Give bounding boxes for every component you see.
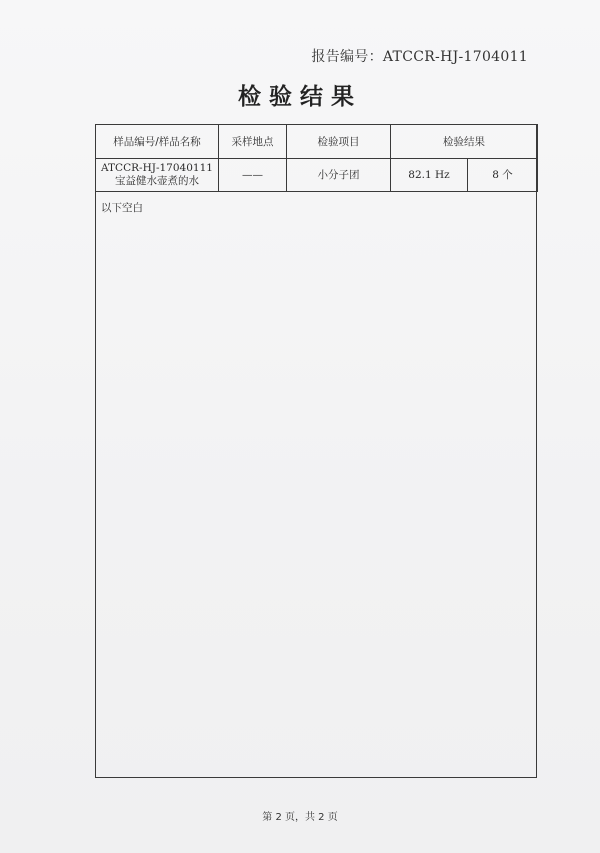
cell-sample (96, 159, 219, 192)
results-table (95, 124, 538, 192)
header-sample: 样品编号/样品名称 (96, 125, 219, 159)
results-frame (95, 124, 537, 778)
sample-code: ATCCR-HJ-17040111 (101, 162, 213, 174)
header-result: 检验结果 (391, 125, 538, 159)
table-row (96, 159, 538, 192)
table-header-row (96, 125, 538, 159)
report-number-value: ATCCR-HJ-1704011 (382, 49, 528, 65)
cell-location: —— (219, 159, 287, 192)
cell-item: 小分子团 (287, 159, 391, 192)
report-number-label: 报告编号： (311, 49, 383, 65)
header-location: 采样地点 (219, 125, 287, 159)
cell-result-value: 82.1 Hz (391, 159, 468, 192)
blank-note: 以下空白 (101, 202, 143, 214)
header-item: 检验项目 (287, 125, 391, 159)
cell-result-count: 8 个 (468, 159, 538, 192)
sample-name: 宝益健水壶煮的水 (115, 175, 199, 187)
page-title: 检验结果 (238, 84, 362, 110)
page-footer: 第 2 页，共 2 页 (262, 812, 338, 823)
report-number (311, 46, 528, 66)
